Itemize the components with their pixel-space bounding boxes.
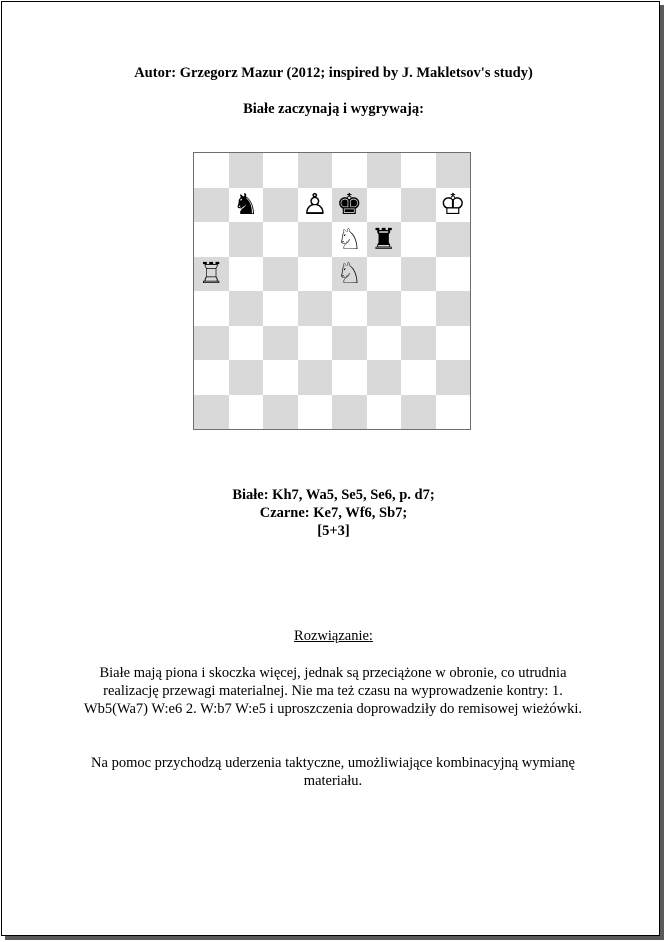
black-knight-icon: ♞ xyxy=(232,187,259,222)
board-square-d3 xyxy=(298,326,333,361)
board-square-e1 xyxy=(332,395,367,430)
board-square-e6 xyxy=(332,222,367,257)
board-square-f3 xyxy=(367,326,402,361)
board-square-a3 xyxy=(194,326,229,361)
board-square-g1 xyxy=(401,395,436,430)
white-rook-icon: ♖ xyxy=(198,256,225,291)
piece-count: [5+3] xyxy=(317,523,350,539)
board-square-g6 xyxy=(401,222,436,257)
board-square-d6 xyxy=(298,222,333,257)
board-square-f8 xyxy=(367,153,402,188)
board-square-e3 xyxy=(332,326,367,361)
board-square-g7 xyxy=(401,188,436,223)
board-square-h2 xyxy=(436,360,471,395)
board-square-d5 xyxy=(298,257,333,292)
board-square-h3 xyxy=(436,326,471,361)
white-king-icon: ♔ xyxy=(439,187,466,222)
board-square-d8 xyxy=(298,153,333,188)
board-square-c5 xyxy=(263,257,298,292)
board-square-e8 xyxy=(332,153,367,188)
board-square-b2 xyxy=(229,360,264,395)
board-square-c2 xyxy=(263,360,298,395)
board-square-d4 xyxy=(298,291,333,326)
white-pawn-icon: ♙ xyxy=(301,187,328,222)
board-square-f1 xyxy=(367,395,402,430)
board-square-h4 xyxy=(436,291,471,326)
author-line: Autor: Grzegorz Mazur (2012; inspired by J. Makletsov's study) xyxy=(134,65,533,81)
board-square-a7 xyxy=(194,188,229,223)
black-pieces-list: Czarne: Ke7, Wf6, Sb7; xyxy=(259,505,408,521)
board-square-f2 xyxy=(367,360,402,395)
board-square-c7 xyxy=(263,188,298,223)
solution-paragraph: Białe mają piona i skoczka więcej, jednak są przeciążone w obronie, co utrudnia realizację przewagi materialnej. Nie ma też czasu na wyprowadzenie kontry: 1. Wb5(Wa7) W:e6 2. W:b7 W:e5 i uproszczenia doprowadziły do remisowej wieżówki. xyxy=(83,665,583,717)
board-square-h7 xyxy=(436,188,471,223)
board-square-a2 xyxy=(194,360,229,395)
board-square-a6 xyxy=(194,222,229,257)
board-square-f6 xyxy=(367,222,402,257)
board-square-g5 xyxy=(401,257,436,292)
board-square-f4 xyxy=(367,291,402,326)
board-square-c8 xyxy=(263,153,298,188)
board-square-h5 xyxy=(436,257,471,292)
board-square-b3 xyxy=(229,326,264,361)
chess-board xyxy=(193,152,471,430)
board-square-e5 xyxy=(332,257,367,292)
board-square-d2 xyxy=(298,360,333,395)
black-rook-icon: ♜ xyxy=(370,221,397,256)
board-square-b8 xyxy=(229,153,264,188)
white-knight-icon: ♘ xyxy=(336,221,363,256)
board-square-g3 xyxy=(401,326,436,361)
task-statement: Białe zaczynają i wygrywają: xyxy=(243,101,424,117)
board-square-e2 xyxy=(332,360,367,395)
board-square-c3 xyxy=(263,326,298,361)
board-square-h1 xyxy=(436,395,471,430)
solution-paragraph: Na pomoc przychodzą uderzenia taktyczne, umożliwiające kombinacyjną wymianę materiału. xyxy=(91,755,575,789)
board-square-b1 xyxy=(229,395,264,430)
document-page xyxy=(1,1,660,936)
board-square-h6 xyxy=(436,222,471,257)
board-square-d1 xyxy=(298,395,333,430)
board-square-a8 xyxy=(194,153,229,188)
white-knight-icon: ♘ xyxy=(336,256,363,291)
board-square-b6 xyxy=(229,222,264,257)
board-square-f7 xyxy=(367,188,402,223)
black-king-icon: ♚ xyxy=(336,187,363,222)
board-square-g4 xyxy=(401,291,436,326)
board-square-g2 xyxy=(401,360,436,395)
board-square-e4 xyxy=(332,291,367,326)
board-square-c4 xyxy=(263,291,298,326)
board-square-f5 xyxy=(367,257,402,292)
board-square-e7 xyxy=(332,188,367,223)
board-square-b5 xyxy=(229,257,264,292)
board-square-d7 xyxy=(298,188,333,223)
board-square-c6 xyxy=(263,222,298,257)
white-pieces-list: Białe: Kh7, Wa5, Se5, Se6, p. d7; xyxy=(232,487,435,503)
board-square-b4 xyxy=(229,291,264,326)
solution-heading: Rozwiązanie: xyxy=(294,628,373,644)
board-square-a5 xyxy=(194,257,229,292)
board-square-h8 xyxy=(436,153,471,188)
board-square-c1 xyxy=(263,395,298,430)
board-square-b7 xyxy=(229,188,264,223)
board-square-g8 xyxy=(401,153,436,188)
board-square-a1 xyxy=(194,395,229,430)
board-square-a4 xyxy=(194,291,229,326)
